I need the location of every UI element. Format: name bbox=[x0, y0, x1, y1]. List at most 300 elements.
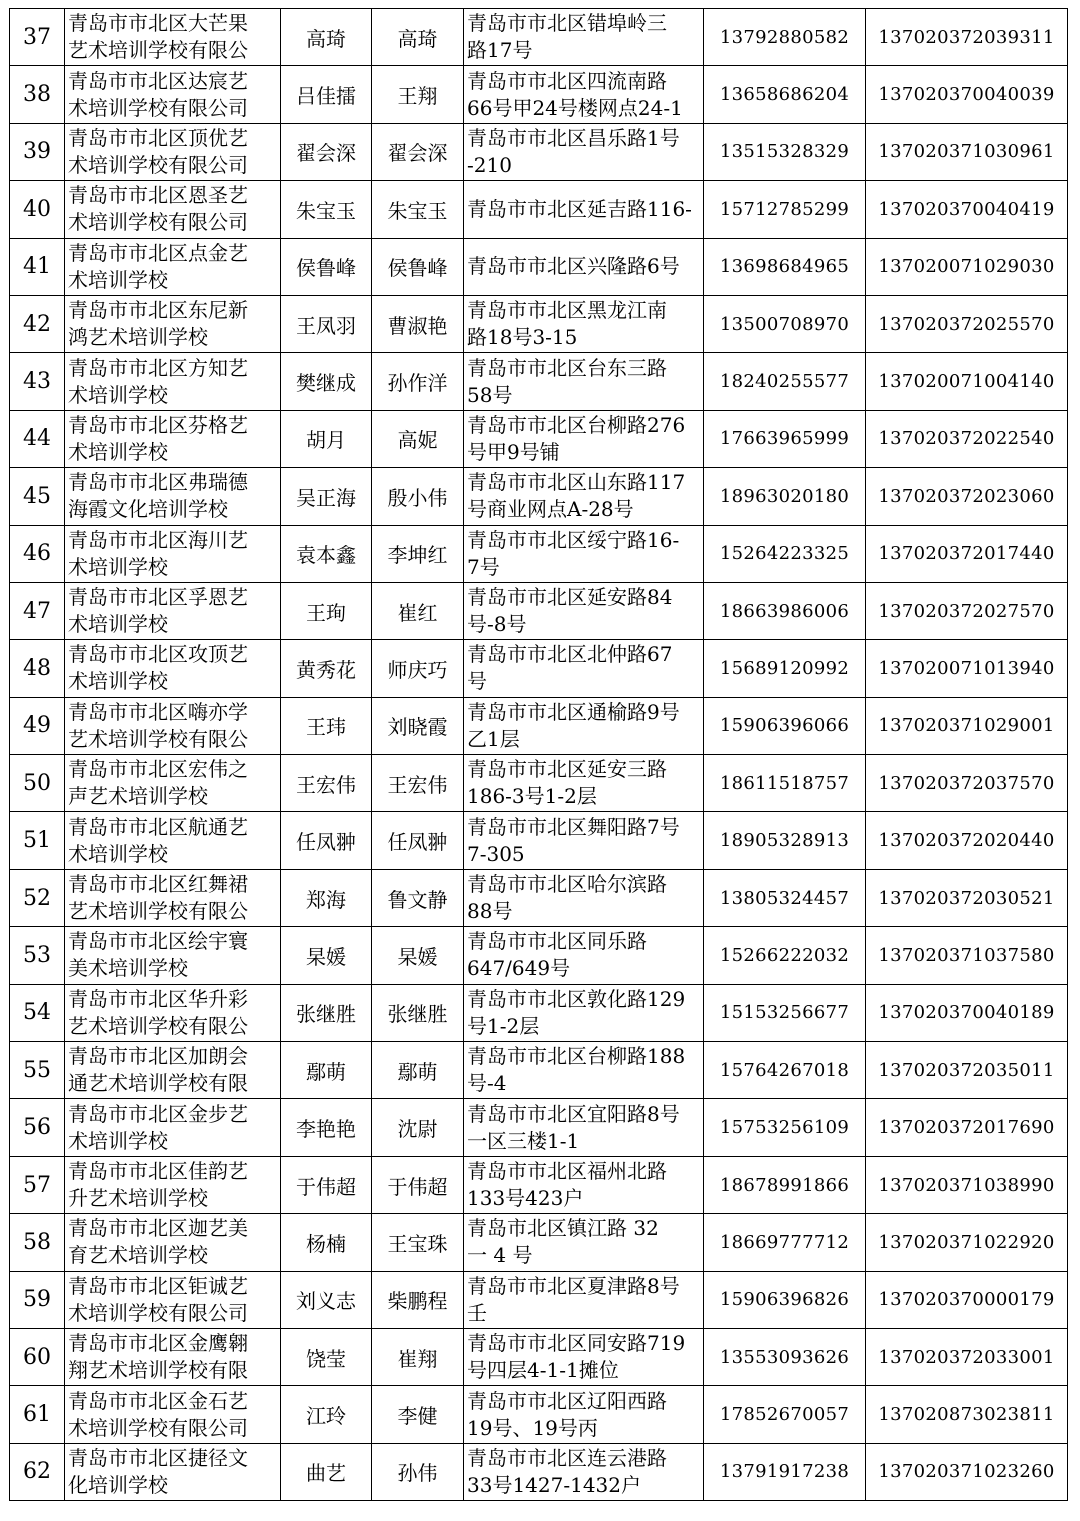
principal: 曹淑艳 bbox=[387, 313, 448, 338]
phone-cell bbox=[704, 9, 866, 66]
legal-representative: 袁本鑫 bbox=[296, 543, 356, 568]
school-name-cell bbox=[65, 1099, 281, 1156]
license-cell bbox=[866, 238, 1068, 295]
row-number: 50 bbox=[23, 770, 51, 796]
table-row bbox=[10, 1156, 1068, 1213]
principal: 李坤红 bbox=[387, 543, 448, 568]
row-number-cell bbox=[10, 468, 65, 525]
school-name: 青岛市市北区方知艺 术培训学校 bbox=[68, 355, 248, 407]
license-cell bbox=[866, 640, 1068, 697]
legal-representative-cell bbox=[281, 123, 372, 180]
principal-cell bbox=[372, 353, 464, 410]
license-cell bbox=[866, 1214, 1068, 1271]
phone-cell bbox=[704, 1271, 866, 1328]
address: 青岛市市北区辽阳西路 19号、19号丙 bbox=[467, 1388, 667, 1440]
legal-representative: 王玮 bbox=[306, 715, 346, 740]
legal-representative-cell bbox=[281, 1328, 372, 1385]
phone-number: 13698684965 bbox=[719, 256, 850, 278]
license-number: 137020873023811 bbox=[878, 1404, 1055, 1426]
principal-cell bbox=[372, 812, 464, 869]
principal: 高琦 bbox=[397, 26, 438, 51]
legal-representative: 胡月 bbox=[306, 428, 346, 453]
principal-cell bbox=[372, 869, 464, 926]
row-number: 56 bbox=[23, 1115, 51, 1141]
phone-number: 13792880582 bbox=[719, 26, 850, 48]
school-name-cell bbox=[65, 468, 281, 525]
license-number: 137020372027570 bbox=[878, 600, 1055, 622]
phone-cell bbox=[704, 1156, 866, 1213]
license-cell bbox=[866, 582, 1068, 639]
phone-number: 15906396066 bbox=[719, 715, 850, 737]
legal-representative-cell bbox=[281, 181, 372, 238]
license-number: 137020371037580 bbox=[878, 944, 1055, 966]
address: 青岛市市北区错埠岭三 路17号 bbox=[467, 11, 667, 63]
license-cell bbox=[866, 468, 1068, 525]
principal-cell bbox=[372, 1443, 464, 1500]
principal-cell bbox=[372, 1156, 464, 1213]
school-name: 青岛市市北区芬格艺 术培训学校 bbox=[68, 412, 248, 464]
license-number: 137020071004140 bbox=[878, 371, 1055, 393]
school-name: 青岛市市北区航通艺 术培训学校 bbox=[68, 814, 248, 866]
phone-number: 15689120992 bbox=[719, 657, 850, 679]
license-number: 137020372020440 bbox=[878, 830, 1055, 852]
row-number-cell bbox=[10, 295, 65, 352]
phone-number: 18240255577 bbox=[719, 371, 850, 393]
school-name: 青岛市市北区弗瑞德 海霞文化培训学校 bbox=[68, 470, 248, 522]
principal: 鲁文静 bbox=[387, 887, 448, 912]
license-cell bbox=[866, 927, 1068, 984]
address: 青岛市市北区同乐路 647/649号 bbox=[467, 929, 647, 981]
legal-representative: 于伟超 bbox=[296, 1174, 356, 1199]
legal-representative-cell bbox=[281, 525, 372, 582]
legal-representative-cell bbox=[281, 295, 372, 352]
school-name-cell bbox=[65, 1156, 281, 1213]
legal-representative: 张继胜 bbox=[296, 1002, 356, 1027]
phone-number: 13805324457 bbox=[719, 887, 850, 909]
phone-number: 15764267018 bbox=[719, 1059, 850, 1081]
license-cell bbox=[866, 181, 1068, 238]
principal: 于伟超 bbox=[387, 1174, 448, 1199]
principal-cell bbox=[372, 1214, 464, 1271]
license-number: 137020372039311 bbox=[878, 26, 1055, 48]
principal: 任凤翀 bbox=[387, 830, 448, 855]
license-cell bbox=[866, 869, 1068, 926]
phone-cell bbox=[704, 927, 866, 984]
table-row bbox=[10, 468, 1068, 525]
phone-cell bbox=[704, 1328, 866, 1385]
row-number-cell bbox=[10, 9, 65, 66]
phone-number: 13553093626 bbox=[719, 1346, 850, 1368]
phone-number: 13515328329 bbox=[719, 141, 850, 163]
legal-representative-cell bbox=[281, 1443, 372, 1500]
table-row bbox=[10, 353, 1068, 410]
license-number: 137020371030961 bbox=[878, 141, 1055, 163]
row-number: 41 bbox=[23, 254, 51, 280]
school-name: 青岛市市北区恩圣艺 术培训学校有限公司 bbox=[68, 183, 248, 235]
address-cell bbox=[464, 812, 704, 869]
school-name-cell bbox=[65, 238, 281, 295]
address: 青岛市市北区台柳路188 号-4 bbox=[467, 1044, 686, 1096]
principal-cell bbox=[372, 468, 464, 525]
table-row bbox=[10, 181, 1068, 238]
legal-representative-cell bbox=[281, 1214, 372, 1271]
legal-representative: 侯鲁峰 bbox=[296, 256, 356, 281]
row-number: 59 bbox=[23, 1287, 51, 1313]
school-name-cell bbox=[65, 181, 281, 238]
row-number: 52 bbox=[23, 885, 51, 911]
school-name: 青岛市市北区宏伟之 声艺术培训学校 bbox=[68, 757, 248, 809]
principal: 沈尉 bbox=[397, 1117, 438, 1142]
school-name-cell bbox=[65, 295, 281, 352]
principal: 崔翔 bbox=[397, 1346, 438, 1371]
address: 青岛市市北区延安路84 号-8号 bbox=[467, 585, 673, 637]
phone-cell bbox=[704, 582, 866, 639]
principal-cell bbox=[372, 1328, 464, 1385]
license-cell bbox=[866, 697, 1068, 754]
legal-representative: 杨楠 bbox=[306, 1231, 346, 1256]
address-cell bbox=[464, 927, 704, 984]
address: 青岛市市北区宜阳路8号 一区三楼1-1 bbox=[467, 1101, 680, 1153]
school-name: 青岛市市北区捷径文 化培训学校 bbox=[68, 1445, 248, 1497]
address-cell bbox=[464, 1214, 704, 1271]
phone-number: 18669777712 bbox=[719, 1231, 850, 1253]
principal-cell bbox=[372, 755, 464, 812]
legal-representative-cell bbox=[281, 812, 372, 869]
principal: 柴鹏程 bbox=[387, 1289, 448, 1314]
phone-number: 18905328913 bbox=[719, 830, 850, 852]
principal-cell bbox=[372, 238, 464, 295]
legal-representative-cell bbox=[281, 1042, 372, 1099]
license-cell bbox=[866, 1099, 1068, 1156]
license-number: 137020371038990 bbox=[878, 1174, 1055, 1196]
legal-representative: 黄秀花 bbox=[296, 657, 356, 682]
school-name: 青岛市市北区点金艺 术培训学校 bbox=[68, 240, 248, 292]
school-name: 青岛市市北区钜诚艺 术培训学校有限公司 bbox=[68, 1273, 248, 1325]
license-cell bbox=[866, 123, 1068, 180]
table-body bbox=[10, 9, 1068, 1501]
table-row bbox=[10, 755, 1068, 812]
row-number: 53 bbox=[23, 942, 51, 968]
legal-representative-cell bbox=[281, 697, 372, 754]
license-cell bbox=[866, 755, 1068, 812]
license-number: 137020071013940 bbox=[878, 657, 1055, 679]
table-row bbox=[10, 123, 1068, 180]
row-number: 42 bbox=[23, 311, 51, 337]
address-cell bbox=[464, 295, 704, 352]
license-number: 137020370040419 bbox=[878, 198, 1055, 220]
phone-number: 17663965999 bbox=[719, 428, 850, 450]
license-cell bbox=[866, 410, 1068, 467]
table-row bbox=[10, 869, 1068, 926]
principal: 张继胜 bbox=[387, 1002, 448, 1027]
school-name-cell bbox=[65, 353, 281, 410]
row-number: 47 bbox=[23, 598, 51, 624]
phone-number: 13658686204 bbox=[719, 84, 850, 106]
legal-representative: 王珣 bbox=[306, 600, 346, 625]
address: 青岛市市北区四流南路 66号甲24号楼网点24-1 bbox=[467, 68, 683, 120]
license-number: 137020372022540 bbox=[878, 428, 1055, 450]
row-number-cell bbox=[10, 927, 65, 984]
phone-cell bbox=[704, 755, 866, 812]
row-number-cell bbox=[10, 869, 65, 926]
address-cell bbox=[464, 1156, 704, 1213]
school-name: 青岛市市北区绘宇寰 美术培训学校 bbox=[68, 929, 248, 981]
address-cell bbox=[464, 1443, 704, 1500]
principal: 王翔 bbox=[397, 84, 438, 109]
license-cell bbox=[866, 812, 1068, 869]
address-cell bbox=[464, 1042, 704, 1099]
license-number: 137020372030521 bbox=[878, 887, 1055, 909]
address-cell bbox=[464, 123, 704, 180]
legal-representative: 刘义志 bbox=[296, 1289, 356, 1314]
table-row bbox=[10, 295, 1068, 352]
principal: 杲媛 bbox=[397, 944, 438, 969]
legal-representative: 高琦 bbox=[306, 26, 346, 51]
row-number: 38 bbox=[23, 82, 51, 108]
legal-representative-cell bbox=[281, 582, 372, 639]
table-row bbox=[10, 410, 1068, 467]
school-name-cell bbox=[65, 812, 281, 869]
legal-representative: 李艳艳 bbox=[296, 1117, 356, 1142]
school-name: 青岛市市北区达宸艺 术培训学校有限公司 bbox=[68, 68, 248, 120]
legal-representative: 王宏伟 bbox=[296, 772, 356, 797]
school-name: 青岛市市北区孚恩艺 术培训学校 bbox=[68, 585, 248, 637]
license-number: 137020372025570 bbox=[878, 313, 1055, 335]
phone-number: 15266222032 bbox=[719, 944, 850, 966]
table-row bbox=[10, 582, 1068, 639]
document-page bbox=[9, 8, 1067, 1501]
phone-number: 15906396826 bbox=[719, 1289, 850, 1311]
address: 青岛市市北区敦化路129 号1-2层 bbox=[467, 986, 686, 1038]
legal-representative-cell bbox=[281, 1156, 372, 1213]
phone-number: 13500708970 bbox=[719, 313, 850, 335]
address-cell bbox=[464, 66, 704, 123]
row-number: 57 bbox=[23, 1172, 51, 1198]
legal-representative: 朱宝玉 bbox=[296, 198, 356, 223]
address-cell bbox=[464, 582, 704, 639]
school-name-cell bbox=[65, 640, 281, 697]
table-row bbox=[10, 640, 1068, 697]
license-cell bbox=[866, 353, 1068, 410]
address-cell bbox=[464, 1328, 704, 1385]
school-name-cell bbox=[65, 9, 281, 66]
table-row bbox=[10, 1214, 1068, 1271]
phone-cell bbox=[704, 869, 866, 926]
school-name: 青岛市市北区攻顶艺 术培训学校 bbox=[68, 642, 248, 694]
phone-number: 18663986006 bbox=[719, 600, 850, 622]
principal-cell bbox=[372, 927, 464, 984]
principal: 朱宝玉 bbox=[387, 198, 448, 223]
phone-cell bbox=[704, 468, 866, 525]
row-number: 46 bbox=[23, 541, 51, 567]
phone-cell bbox=[704, 1042, 866, 1099]
phone-cell bbox=[704, 66, 866, 123]
phone-cell bbox=[704, 984, 866, 1041]
legal-representative: 饶莹 bbox=[306, 1346, 346, 1371]
principal: 师庆巧 bbox=[387, 657, 448, 682]
row-number: 39 bbox=[23, 139, 51, 165]
principal-cell bbox=[372, 1271, 464, 1328]
address: 青岛市市北区山东路117 号商业网点A-28号 bbox=[467, 470, 686, 522]
row-number-cell bbox=[10, 410, 65, 467]
phone-number: 18611518757 bbox=[719, 772, 850, 794]
table-row bbox=[10, 9, 1068, 66]
address-cell bbox=[464, 9, 704, 66]
legal-representative-cell bbox=[281, 9, 372, 66]
row-number-cell bbox=[10, 1099, 65, 1156]
legal-representative-cell bbox=[281, 927, 372, 984]
legal-representative: 吕佳擂 bbox=[296, 84, 356, 109]
license-cell bbox=[866, 66, 1068, 123]
phone-cell bbox=[704, 812, 866, 869]
principal-cell bbox=[372, 640, 464, 697]
license-cell bbox=[866, 1042, 1068, 1099]
address: 青岛市市北区黑龙江南 路18号3-15 bbox=[467, 298, 667, 350]
phone-cell bbox=[704, 640, 866, 697]
table-row bbox=[10, 1042, 1068, 1099]
phone-cell bbox=[704, 1443, 866, 1500]
row-number-cell bbox=[10, 1443, 65, 1500]
phone-cell bbox=[704, 238, 866, 295]
phone-cell bbox=[704, 1099, 866, 1156]
license-number: 137020371023260 bbox=[878, 1461, 1055, 1483]
license-cell bbox=[866, 1271, 1068, 1328]
legal-representative-cell bbox=[281, 238, 372, 295]
principal-cell bbox=[372, 66, 464, 123]
address-cell bbox=[464, 468, 704, 525]
legal-representative: 翟会深 bbox=[296, 141, 356, 166]
table-row bbox=[10, 697, 1068, 754]
legal-representative: 鄢萌 bbox=[306, 1059, 346, 1084]
phone-cell bbox=[704, 181, 866, 238]
row-number-cell bbox=[10, 123, 65, 180]
principal: 高妮 bbox=[397, 428, 438, 453]
principal: 李健 bbox=[397, 1404, 438, 1429]
address-cell bbox=[464, 869, 704, 926]
row-number: 45 bbox=[23, 483, 51, 509]
legal-representative-cell bbox=[281, 468, 372, 525]
row-number: 60 bbox=[23, 1344, 51, 1370]
address: 青岛市市北区哈尔滨路 88号 bbox=[467, 872, 667, 924]
license-cell bbox=[866, 525, 1068, 582]
phone-cell bbox=[704, 525, 866, 582]
legal-representative-cell bbox=[281, 1099, 372, 1156]
address: 青岛市市北区同安路719 号四层4-1-1摊位 bbox=[467, 1331, 686, 1383]
phone-cell bbox=[704, 353, 866, 410]
principal: 王宝珠 bbox=[387, 1231, 448, 1256]
school-name-cell bbox=[65, 755, 281, 812]
address: 青岛市市北区舞阳路7号 7-305 bbox=[467, 814, 680, 866]
school-name-cell bbox=[65, 410, 281, 467]
legal-representative: 杲媛 bbox=[306, 944, 346, 969]
table-row bbox=[10, 1443, 1068, 1500]
address: 青岛市市北区连云港路 33号1427-1432户 bbox=[467, 1445, 667, 1497]
school-name-cell bbox=[65, 1386, 281, 1443]
address-cell bbox=[464, 1386, 704, 1443]
phone-number: 15153256677 bbox=[719, 1002, 850, 1024]
address: 青岛市市北区昌乐路1号 -210 bbox=[467, 125, 680, 177]
school-name: 青岛市市北区大芒果 艺术培训学校有限公 bbox=[68, 11, 248, 63]
row-number-cell bbox=[10, 640, 65, 697]
row-number: 58 bbox=[23, 1229, 51, 1255]
legal-representative-cell bbox=[281, 1386, 372, 1443]
phone-cell bbox=[704, 123, 866, 180]
license-number: 137020071029030 bbox=[878, 256, 1055, 278]
row-number: 44 bbox=[23, 426, 51, 452]
phone-cell bbox=[704, 1214, 866, 1271]
phone-number: 13791917238 bbox=[719, 1461, 850, 1483]
license-cell bbox=[866, 9, 1068, 66]
row-number-cell bbox=[10, 1386, 65, 1443]
address-cell bbox=[464, 1271, 704, 1328]
school-name-cell bbox=[65, 1042, 281, 1099]
school-name: 青岛市市北区红舞裙 艺术培训学校有限公 bbox=[68, 872, 248, 924]
address-cell bbox=[464, 755, 704, 812]
legal-representative: 吴正海 bbox=[296, 485, 356, 510]
principal: 王宏伟 bbox=[387, 772, 448, 797]
principal: 侯鲁峰 bbox=[387, 256, 448, 281]
address-cell bbox=[464, 181, 704, 238]
row-number: 51 bbox=[23, 828, 51, 854]
row-number: 48 bbox=[23, 655, 51, 681]
legal-representative-cell bbox=[281, 1271, 372, 1328]
principal-cell bbox=[372, 295, 464, 352]
address: 青岛市市北区延吉路116- bbox=[467, 196, 692, 221]
license-cell bbox=[866, 1443, 1068, 1500]
address: 青岛市市北区台柳路276 号甲9号铺 bbox=[467, 412, 686, 464]
legal-representative: 王凤羽 bbox=[296, 313, 356, 338]
principal-cell bbox=[372, 181, 464, 238]
legal-representative-cell bbox=[281, 640, 372, 697]
phone-number: 17852670057 bbox=[719, 1404, 850, 1426]
row-number-cell bbox=[10, 582, 65, 639]
principal-cell bbox=[372, 582, 464, 639]
address-cell bbox=[464, 697, 704, 754]
row-number: 62 bbox=[23, 1459, 51, 1485]
row-number: 37 bbox=[23, 24, 51, 50]
legal-representative: 郑海 bbox=[306, 887, 346, 912]
license-number: 137020372017690 bbox=[878, 1117, 1055, 1139]
principal-cell bbox=[372, 410, 464, 467]
principal: 刘晓霞 bbox=[387, 715, 448, 740]
table-row bbox=[10, 1271, 1068, 1328]
table-row bbox=[10, 927, 1068, 984]
row-number-cell bbox=[10, 984, 65, 1041]
phone-cell bbox=[704, 295, 866, 352]
school-registry-table bbox=[9, 8, 1068, 1501]
school-name-cell bbox=[65, 927, 281, 984]
license-number: 137020370000179 bbox=[878, 1289, 1055, 1311]
row-number-cell bbox=[10, 1328, 65, 1385]
legal-representative-cell bbox=[281, 353, 372, 410]
license-number: 137020372037570 bbox=[878, 772, 1055, 794]
phone-cell bbox=[704, 697, 866, 754]
address: 青岛市市北区夏津路8号 壬 bbox=[467, 1273, 680, 1325]
address-cell bbox=[464, 410, 704, 467]
school-name-cell bbox=[65, 1443, 281, 1500]
row-number-cell bbox=[10, 812, 65, 869]
school-name: 青岛市市北区嗨亦学 艺术培训学校有限公 bbox=[68, 699, 248, 751]
legal-representative-cell bbox=[281, 66, 372, 123]
legal-representative: 樊继成 bbox=[296, 371, 356, 396]
legal-representative: 任凤翀 bbox=[296, 830, 356, 855]
row-number: 55 bbox=[23, 1057, 51, 1083]
address: 青岛市市北区延安三路 186-3号1-2层 bbox=[467, 757, 667, 809]
legal-representative-cell bbox=[281, 984, 372, 1041]
license-cell bbox=[866, 984, 1068, 1041]
phone-number: 15712785299 bbox=[719, 198, 850, 220]
legal-representative-cell bbox=[281, 869, 372, 926]
